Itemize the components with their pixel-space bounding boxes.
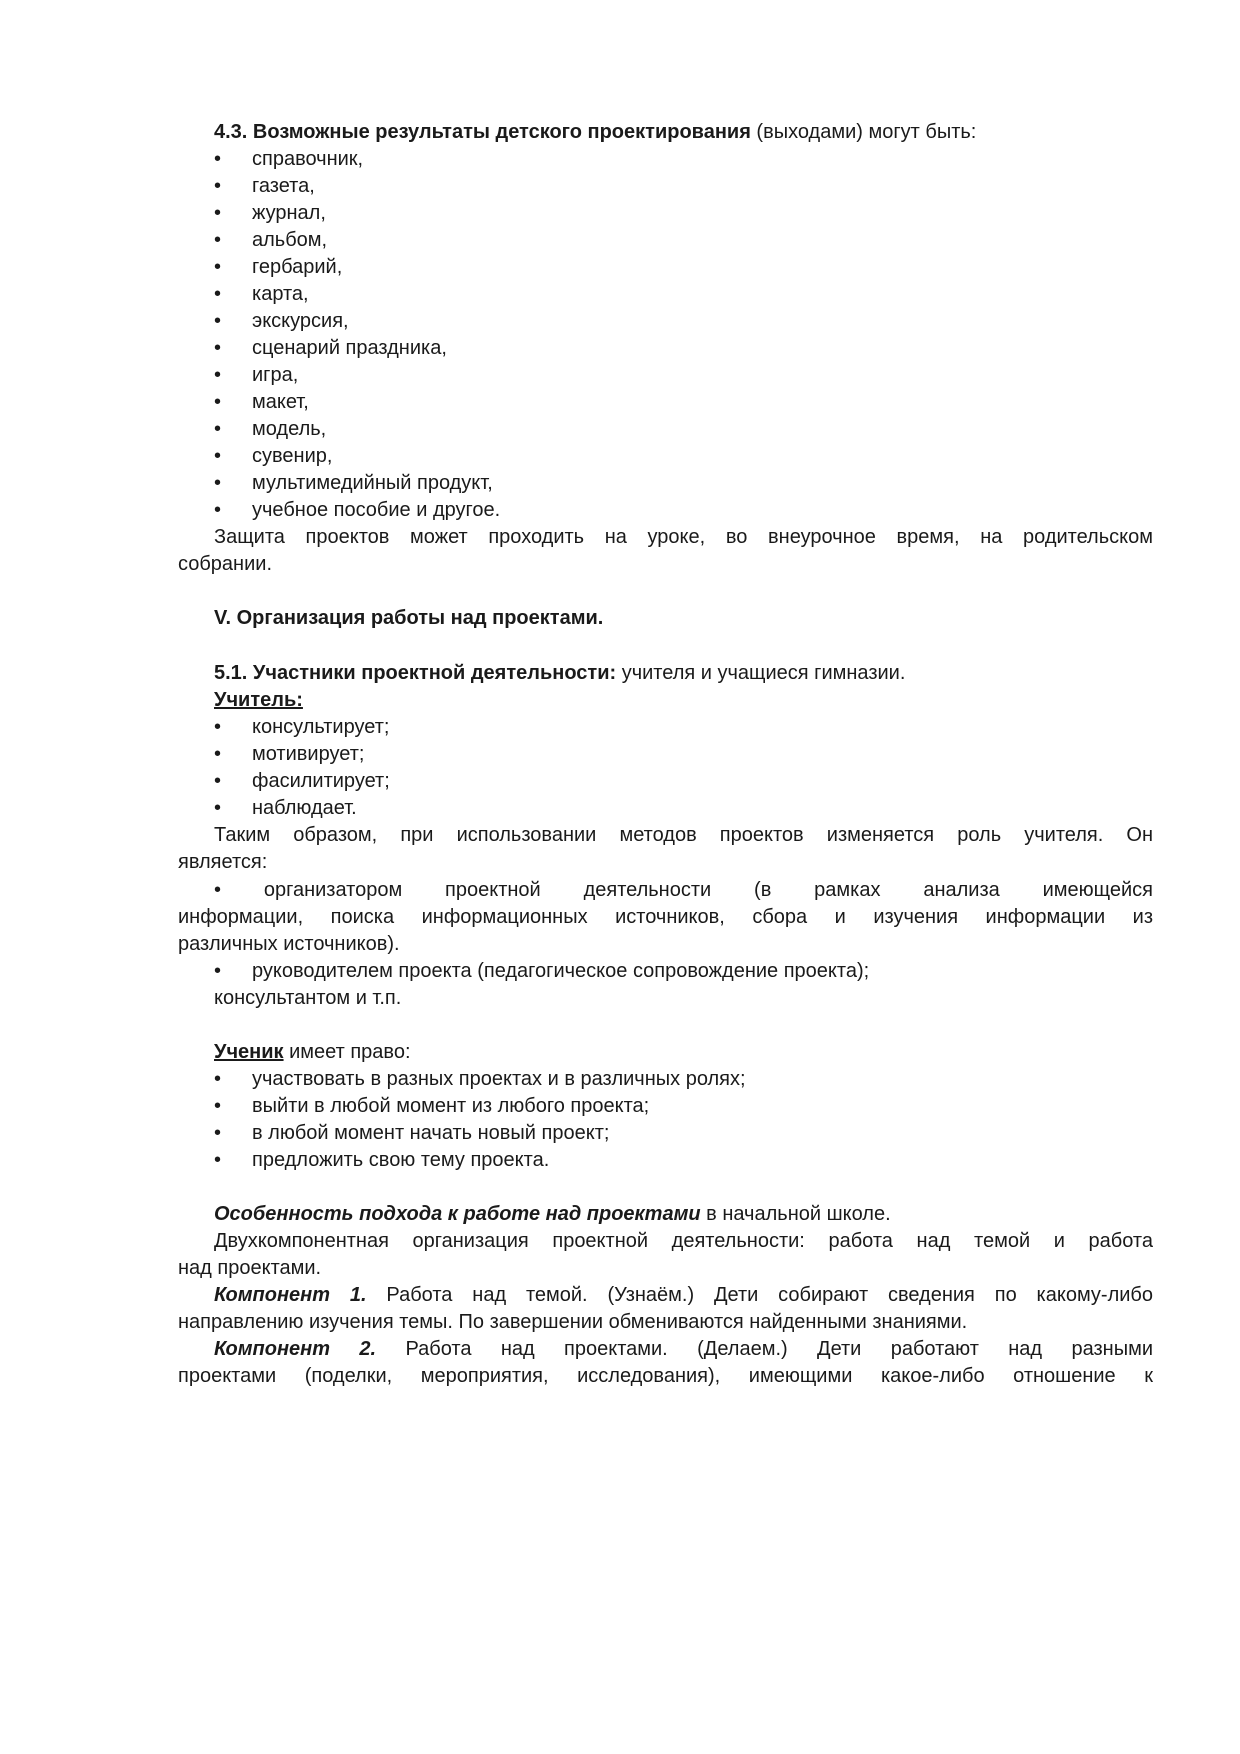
- bullet-icon: •: [214, 1149, 222, 1171]
- bullet-icon: •: [214, 148, 222, 170]
- list-item: • предложить свою тему проекта.: [214, 1146, 549, 1174]
- paragraph-organizer-line2: информации, поиска информационных источников, сбора и изучения информации из: [178, 906, 1153, 928]
- bullet-icon: •: [214, 391, 222, 413]
- bullet-icon: •: [214, 797, 222, 819]
- list-item: • макет,: [214, 388, 309, 416]
- paragraph-comp1-line1: Компонент 1. Работа над темой. (Узнаём.) Дети собирают сведения по какому-либо: [214, 1284, 1154, 1306]
- list-item: • игра,: [214, 361, 298, 389]
- bullet-icon: •: [214, 960, 222, 982]
- bullet-icon: •: [214, 283, 222, 305]
- list-item: • карта,: [214, 280, 309, 308]
- list-item: • учебное пособие и другое.: [214, 496, 500, 524]
- bullet-icon: •: [214, 1122, 222, 1144]
- section-4-3-heading: [214, 118, 976, 146]
- list-item: • мультимедийный продукт,: [214, 469, 493, 497]
- paragraph-defense-line1: Защита проектов может проходить на уроке, во внеурочное время, на родительском: [214, 526, 1153, 548]
- bullet-icon: •: [214, 229, 222, 251]
- bullet-icon: •: [214, 202, 222, 224]
- bullet-icon: •: [214, 472, 222, 494]
- paragraph-role-line2: является:: [178, 851, 268, 873]
- student-heading: Ученик имеет право:: [214, 1041, 411, 1063]
- paragraph-comp1-line2: направлению изучения темы. По завершении обмениваются найденными знаниями.: [178, 1311, 968, 1333]
- list-item: • мотивирует;: [214, 740, 364, 768]
- bullet-icon: •: [214, 418, 222, 440]
- list-item: • модель,: [214, 415, 326, 443]
- paragraph-comp2-line1: Компонент 2. Работа над проектами. (Делаем.) Дети работают над разными: [214, 1338, 1153, 1360]
- bullet-icon: •: [214, 337, 222, 359]
- list-item: • фасилитирует;: [214, 767, 390, 795]
- list-item: • наблюдает.: [214, 794, 357, 822]
- list-item: • газета,: [214, 172, 315, 200]
- paragraph-twocomp-line1: Двухкомпонентная организация проектной деятельности: работа над темой и работа: [214, 1230, 1153, 1252]
- bullet-icon: •: [214, 770, 222, 792]
- list-item: • выйти в любой момент из любого проекта;: [214, 1092, 649, 1120]
- paragraph-twocomp-line2: над проектами.: [178, 1257, 322, 1279]
- section-5-1-heading: [214, 659, 905, 687]
- list-item: • руководителем проекта (педагогическое сопровождение проекта);: [214, 957, 869, 985]
- list-item: • справочник,: [214, 145, 363, 173]
- list-item: • сценарий праздника,: [214, 334, 447, 362]
- bullet-icon: •: [214, 175, 222, 197]
- list-item: • гербарий,: [214, 253, 342, 281]
- list-item: • журнал,: [214, 199, 326, 227]
- bullet-icon: •: [214, 310, 222, 332]
- heading-bold: 5.1. Участники проектной деятельности:: [214, 662, 617, 684]
- list-item: • сувенир,: [214, 442, 332, 470]
- bullet-icon: •: [214, 445, 222, 467]
- bullet-icon: •: [214, 256, 222, 278]
- bullet-icon: •: [214, 1095, 222, 1117]
- bullet-icon: •: [214, 364, 222, 386]
- bullet-icon: •: [214, 743, 222, 765]
- section-5-heading: V. Организация работы над проектами.: [214, 607, 604, 629]
- list-item: • альбом,: [214, 226, 327, 254]
- list-item: • в любой момент начать новый проект;: [214, 1119, 609, 1147]
- paragraph-organizer-line3: различных источников).: [178, 933, 400, 955]
- heading-rest: учителя и учащиеся гимназии.: [616, 662, 906, 684]
- list-item: • экскурсия,: [214, 307, 349, 335]
- bullet-icon: •: [214, 1068, 222, 1090]
- paragraph-defense-line2: собрании.: [178, 553, 272, 575]
- teacher-label: Учитель:: [214, 689, 303, 711]
- bullet-icon: •: [214, 716, 222, 738]
- paragraph-organizer-line1: • организатором проектной деятельности (в рамках анализа имеющейся: [214, 879, 1153, 901]
- list-item: • участвовать в разных проектах и в различных ролях;: [214, 1065, 746, 1093]
- heading-bold: 4.3. Возможные результаты детского проектирования: [214, 121, 751, 143]
- consultant-line: консультантом и т.п.: [214, 987, 402, 1009]
- bullet-icon: •: [214, 499, 222, 521]
- feature-heading: Особенность подхода к работе над проектами в начальной школе.: [214, 1203, 891, 1225]
- paragraph-comp2-line2: проектами (поделки, мероприятия, исследования), имеющими какое-либо отношение к: [178, 1365, 1153, 1387]
- heading-rest: (выходами) могут быть:: [750, 121, 977, 143]
- paragraph-role-line1: Таким образом, при использовании методов проектов изменяется роль учителя. Он: [214, 824, 1153, 846]
- list-item: • консультирует;: [214, 713, 389, 741]
